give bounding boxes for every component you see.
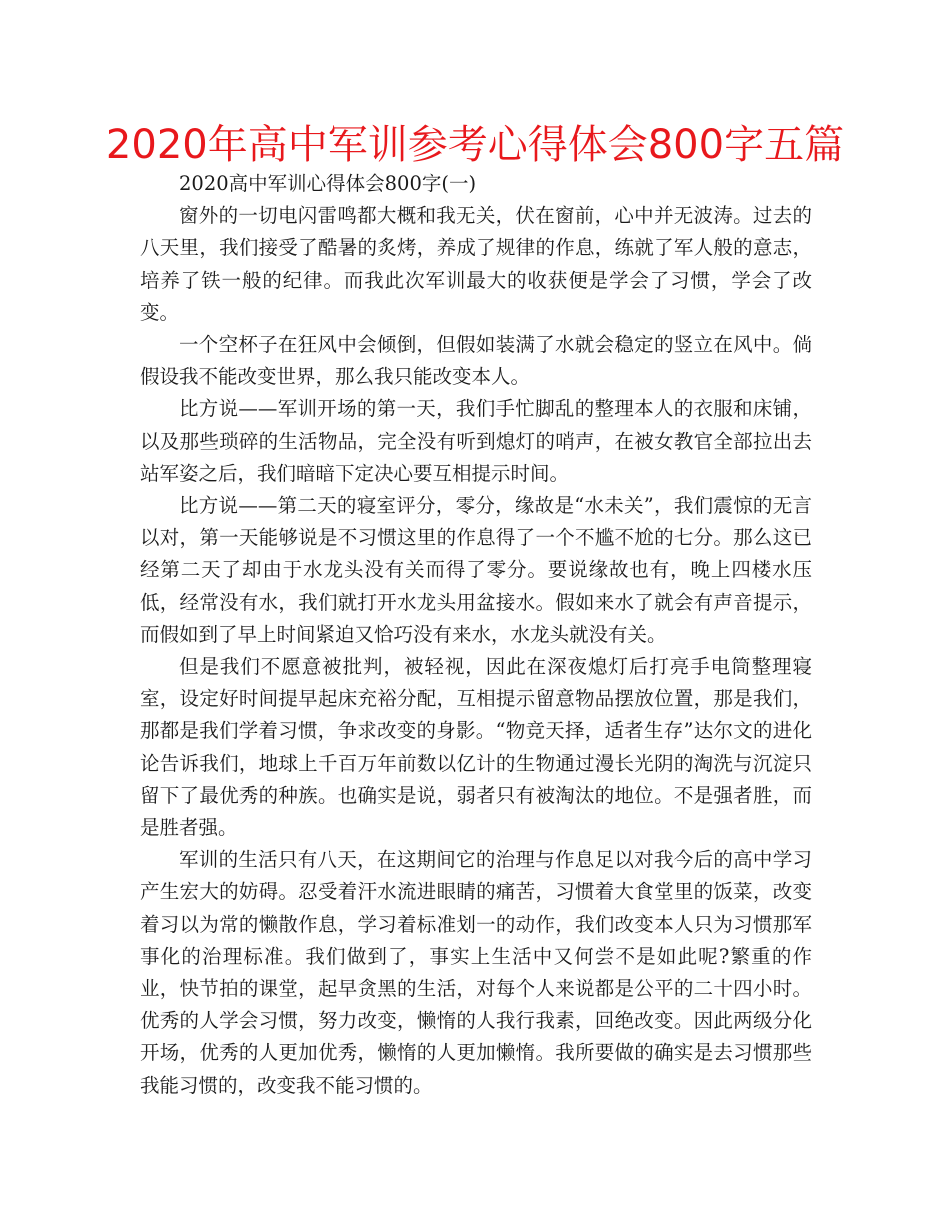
paragraph-1: 窗外的一切电闪雷鸣都大概和我无关，伏在窗前，心中并无波涛。过去的八天里，我们接受了酷暑的炙烤，养成了规律的作息，练就了军人般的意志，培养了铁一般的纪律。而我此次军训最大的收获便是学会了习惯，学会了改变。 — [140, 204, 812, 324]
paragraph-5: 但是我们不愿意被批判，被轻视，因此在深夜熄灯后打亮手电筒整理寝室，设定好时间提早起床充裕分配，互相提示留意物品摆放位置，那是我们，那都是我们学着习惯，争求改变的身影。“物竞天择，适者生存”达尔文的进化论告诉我们，地球上千百万年前数以亿计的生物通过漫长光阴的淘洗与沉淀只留下了最优秀的种族。也确实是说，弱者只有被淘汰的地位。不是强者胜，而是胜者强。 — [140, 655, 812, 840]
document-title: 2020年高中军训参考心得体会800字五篇 — [105, 122, 845, 168]
paragraph-2: 一个空杯子在狂风中会倾倒，但假如装满了水就会稳定的竖立在风中。倘假设我不能改变世界，那么我只能改变本人。 — [140, 333, 812, 389]
paragraph-3: 比方说——军训开场的第一天，我们手忙脚乱的整理本人的衣服和床铺，以及那些琐碎的生活物品，完全没有听到熄灯的哨声，在被女教官全部拉出去站军姿之后，我们暗暗下定决心要互相提示时间。 — [140, 397, 812, 485]
document-body — [140, 168, 812, 1102]
paragraph-6: 军训的生活只有八天，在这期间它的治理与作息足以对我今后的高中学习产生宏大的妨碍。忍受着汗水流进眼睛的痛苦，习惯着大食堂里的饭菜，改变着习以为常的懒散作息，学习着标准划一的动作，我们改变本人只为习惯那军事化的治理标准。我们做到了，事实上生活中又何尝不是如此呢?繁重的作业，快节拍的课堂，起早贪黑的生活，对每个人来说都是公平的二十四小时。优秀的人学会习惯，努力改变，懒惰的人我行我素，回绝改变。因此两级分化开场，优秀的人更加优秀，懒惰的人更加懒惰。我所要做的确实是去习惯那些我能习惯的，改变我不能习惯的。 — [140, 848, 812, 1097]
paragraph-4: 比方说——第二天的寝室评分，零分，缘故是“水未关”，我们震惊的无言以对，第一天能够说是不习惯这里的作息得了一个不尴不尬的七分。那么这已经第二天了却由于水龙头没有关而得了零分。要说缘故也有，晚上四楼水压低，经常没有水，我们就打开水龙头用盆接水。假如来水了就会有声音提示，而假如到了早上时间紧迫又恰巧没有来水，水龙头就没有关。 — [140, 494, 812, 646]
section-subtitle: 2020高中军训心得体会800字(一) — [179, 172, 477, 195]
